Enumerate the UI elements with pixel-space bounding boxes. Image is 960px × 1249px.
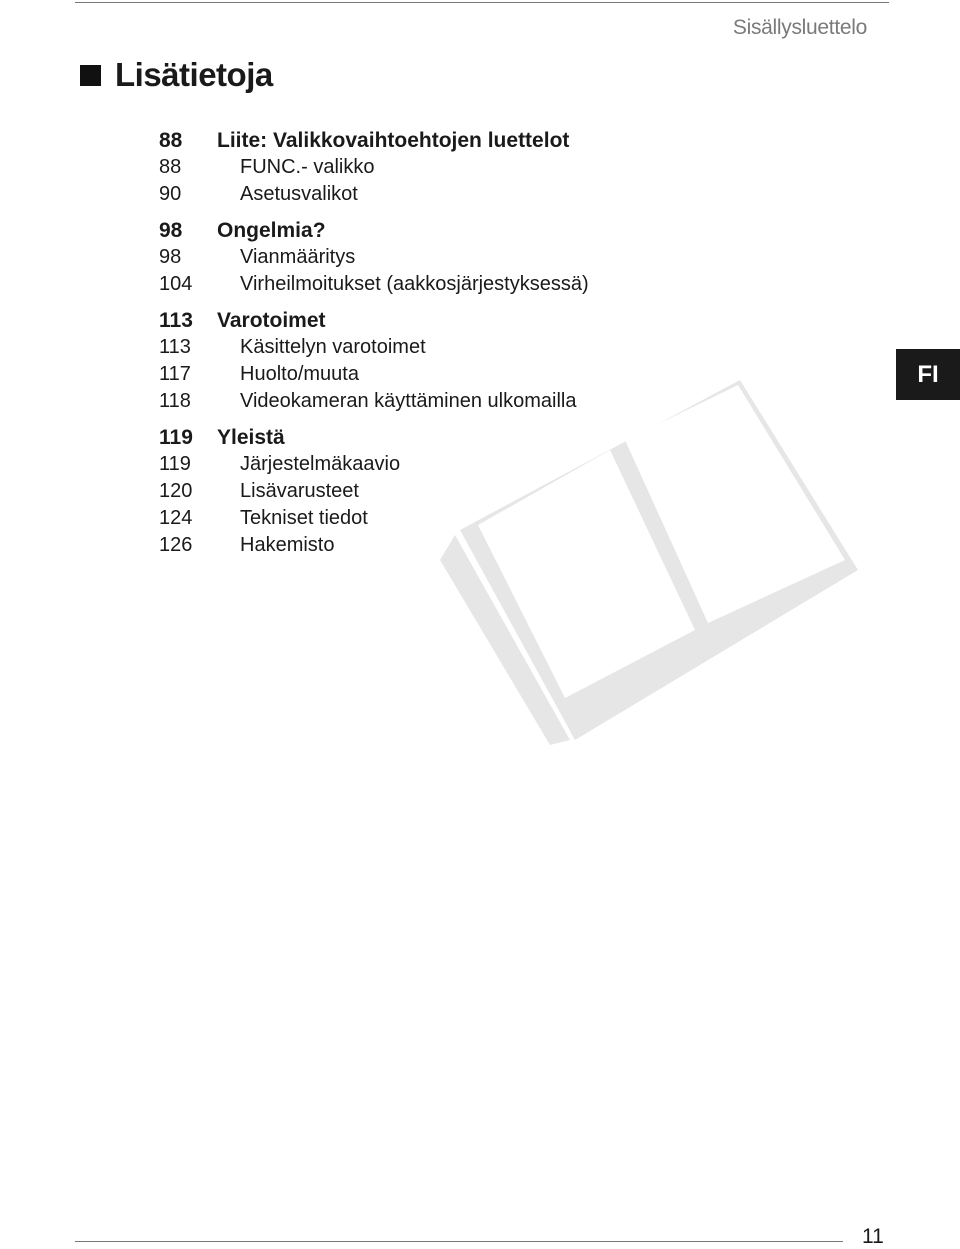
language-tab[interactable]: FI [896, 349, 960, 400]
toc-entry[interactable] [159, 363, 589, 390]
section-title [80, 56, 273, 94]
square-bullet-icon [80, 65, 101, 86]
toc-page-number: 120 [159, 480, 193, 502]
bottom-rule [75, 1241, 843, 1242]
toc-page-number: 117 [159, 363, 191, 385]
table-of-contents [159, 129, 589, 570]
toc-entry[interactable] [159, 183, 589, 210]
toc-group [159, 129, 589, 210]
toc-page-number: 118 [159, 390, 191, 412]
toc-heading[interactable] [159, 309, 589, 336]
toc-entry-title: Vianmääritys [240, 246, 356, 268]
toc-entry-title: Huolto/muuta [240, 363, 359, 385]
running-header: Sisällysluettelo [732, 16, 867, 39]
toc-heading[interactable] [159, 219, 589, 246]
page-number: 11 [862, 1225, 884, 1248]
toc-page-number: 88 [159, 129, 183, 152]
toc-group [159, 309, 589, 417]
toc-entry[interactable] [159, 453, 589, 480]
toc-page-number: 119 [159, 426, 193, 449]
toc-entry[interactable] [159, 507, 589, 534]
toc-entry-title: Hakemisto [240, 534, 335, 556]
top-rule [75, 2, 889, 3]
toc-page-number: 98 [159, 246, 182, 268]
toc-heading[interactable] [159, 426, 589, 453]
toc-heading-title: Yleistä [217, 426, 285, 449]
toc-page-number: 98 [159, 219, 183, 242]
toc-page-number: 113 [159, 336, 191, 358]
toc-page-number: 113 [159, 309, 193, 332]
toc-entry[interactable] [159, 336, 589, 363]
toc-entry-title: Tekniset tiedot [240, 507, 368, 529]
toc-page-number: 104 [159, 273, 193, 295]
toc-entry-title: Videokameran käyttäminen ulkomailla [240, 390, 577, 412]
section-title-text: Lisätietoja [115, 56, 273, 93]
toc-entry-title: Käsittelyn varotoimet [240, 336, 426, 358]
toc-heading[interactable] [159, 129, 589, 156]
toc-entry[interactable] [159, 156, 589, 183]
toc-entry-title: Lisävarusteet [240, 480, 359, 502]
toc-group [159, 426, 589, 561]
toc-entry[interactable] [159, 390, 589, 417]
toc-entry[interactable] [159, 246, 589, 273]
toc-page-number: 119 [159, 453, 191, 475]
toc-page-number: 90 [159, 183, 182, 205]
toc-heading-title: Liite: Valikkovaihtoehtojen luettelot [217, 129, 570, 152]
toc-heading-title: Ongelmia? [217, 219, 326, 242]
toc-entry-title: Asetusvalikot [240, 183, 358, 205]
toc-entry-title: Järjestelmäkaavio [240, 453, 401, 475]
toc-entry[interactable] [159, 534, 589, 561]
toc-page-number: 88 [159, 156, 182, 178]
toc-group [159, 219, 589, 300]
toc-page-number: 126 [159, 534, 193, 556]
toc-entry-title: Virheilmoitukset (aakkosjärjestyksessä) [240, 273, 589, 295]
toc-page-number: 124 [159, 507, 193, 529]
toc-entry-title: FUNC.- valikko [240, 156, 375, 178]
toc-entry[interactable] [159, 273, 589, 300]
toc-heading-title: Varotoimet [217, 309, 326, 332]
toc-entry[interactable] [159, 480, 589, 507]
